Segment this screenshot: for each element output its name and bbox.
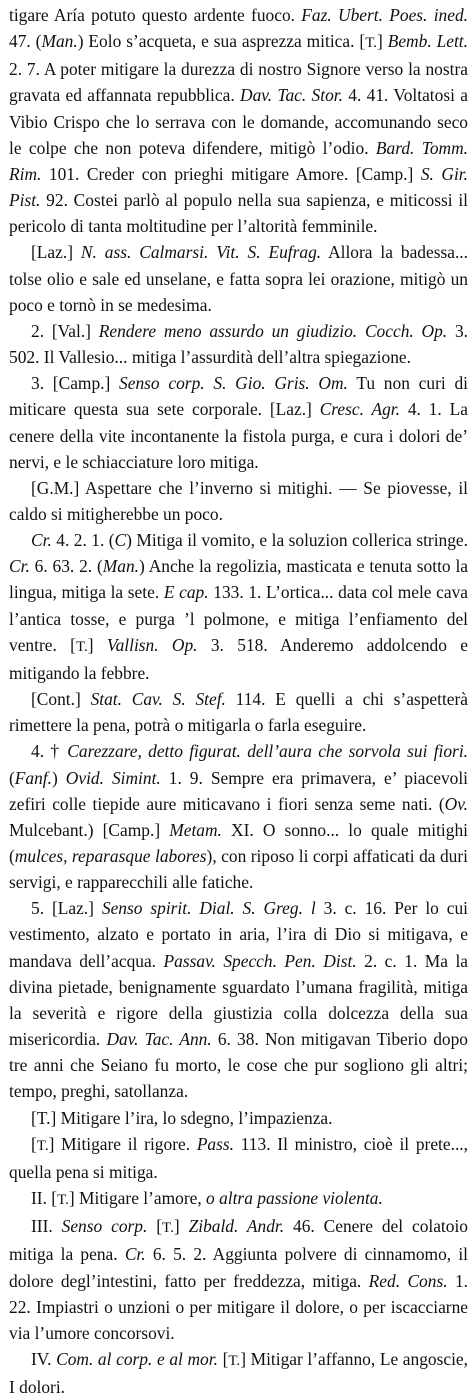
citation-text: Faz. Ubert. Poes. ined. — [301, 5, 468, 25]
citation-text: Vallisn. Op. — [106, 634, 198, 655]
citation-text: Ov. — [444, 793, 468, 814]
body-text: 6. 38. Non mitigavan Tiberio dopo tre anni che Seiano fu morto, le cose che pur sogliono gli altri; tempo, preghi, satollanza. — [9, 1029, 468, 1102]
body-text: ] — [377, 31, 388, 52]
body-text: II. [ — [31, 1188, 58, 1209]
body-text: Tu non curi di miticare questa sua sete corporale. [Laz.] — [9, 373, 468, 420]
body-text: 3. 502. Il Vallesio... mitiga l’assurdità dell’altra spiegazione. — [9, 320, 468, 368]
citation-text: E cap. — [163, 582, 209, 603]
citation-text: Cresc. Agr. — [319, 399, 400, 420]
body-text: Allora la badessa... tolse olio e sale ed unselane, e fatta sopra lei orazione, mitigò un poco e tornò in se medesima. — [9, 242, 468, 315]
abbreviation-text: T. — [162, 1220, 174, 1237]
body-text: 4. 41. Voltatosi a Vibio Crispo che lo serrava con le domande, accomunando seco le colpe che non poteva difendere, mitigò l’odio. — [9, 85, 468, 158]
body-text: 1. 9. Sempre era primavera, e’ piacevoli zefiri colle tiepide aure miticavano i fiori senza seme nati. ( — [9, 767, 468, 814]
body-text: ) Eolo s’acqueta, e sua asprezza mitica. [ — [77, 31, 366, 52]
abbreviation-text: T. — [75, 638, 88, 655]
entry-paragraph — [9, 895, 468, 1104]
citation-text: C — [114, 530, 127, 551]
citation-text: Carezzare, detto figurat. dell’aura che sorvola sui fiori. — [67, 741, 468, 762]
body-text: 1. 22. Impiastri o unzioni o per mitigare il dolore, o per iscacciarne via l’umore concorsovi. — [9, 1270, 468, 1343]
citation-text: Man. — [41, 31, 78, 52]
entry-paragraph — [9, 738, 468, 895]
abbreviation-text: T. — [365, 35, 377, 52]
citation-text: Passav. Specch. Pen. Dist. — [163, 950, 357, 971]
body-text: ] Mitigar l’affanno, Le angoscie, I dolori. — [9, 1348, 468, 1398]
body-text: ), con riposo li corpi affaticati da duri servigi, e rapparecchili alle fatiche. — [9, 846, 469, 893]
body-text: 2. c. 1. Ma la divina pietade, benignamente sguardato l’umana fragilità, mitiga la severità e rigore della giustizia colla dolcezza della sua misericordia. — [9, 950, 469, 1050]
body-text: 3. c. 16. Per lo cui vestimento, alzato e portato in aria, l’ira di Dio si mitigava, e mandava dell’acqua. — [9, 898, 469, 971]
body-text: [G.M.] Aspettare che l’inverno si mitighi. — Se piovesse, il caldo si mitigherebbe un poco. — [9, 477, 468, 524]
citation-text: o altra passione violenta. — [206, 1188, 383, 1209]
entry-paragraph — [9, 318, 468, 370]
body-text: ( — [9, 767, 15, 788]
body-text: 4. 2. 1. ( — [51, 530, 115, 551]
citation-text: S. Gir. Pist. — [9, 163, 468, 211]
citation-text: Stat. Cav. S. Stef. — [90, 689, 226, 710]
citation-text: Cr. — [9, 556, 30, 577]
entry-paragraph — [9, 1105, 468, 1131]
body-text: [Cont.] — [31, 689, 91, 710]
body-text: 6. 5. 2. Aggiunta polvere di cinnamomo, il dolore degl’intestini, fatto per freddezza, mitiga. — [9, 1244, 468, 1291]
body-text: [ — [217, 1348, 229, 1369]
body-text: 101. Creder con prieghi mitigare Amore. [Camp.] — [41, 163, 421, 184]
body-text: tigare Aría potuto questo ardente fuoco. — [9, 5, 302, 25]
body-text: ) — [52, 767, 66, 788]
citation-text: Com. al corp. e al mor. — [56, 1348, 218, 1369]
body-text: 2. [Val.] — [31, 320, 99, 341]
citation-text: mulces, reparasque labores — [14, 846, 207, 866]
entry-paragraph — [9, 1185, 468, 1213]
citation-text: Ovid. Simint. — [65, 767, 161, 788]
abbreviation-text: T. — [228, 1352, 241, 1369]
entry-paragraph — [9, 527, 468, 686]
body-text: XI. O sonno... lo quale mitighi ( — [9, 819, 468, 866]
body-text: [Laz.] — [31, 242, 81, 263]
citation-text: Rendere meno assurdo un giudizio. Cocch. Op. — [98, 320, 448, 341]
body-text: Mulcebant.) [Camp.] — [9, 819, 170, 840]
citation-text: Senso corp. — [61, 1216, 148, 1237]
body-text: 133. 1. L’ortica... data col mele cava l’antica tosse, e purga ’l polmone, e mitiga l’enfiamento del ventre. [ — [9, 582, 469, 655]
body-text: ) Mitiga il vomito, e la soluzion collerica stringe. — [126, 530, 468, 551]
citation-text: Fanf. — [14, 767, 52, 788]
citation-text: Senso corp. S. Gio. Gris. Om. — [119, 373, 348, 394]
citation-text: Cr. — [31, 530, 52, 551]
citation-text: Red. Cons. — [368, 1270, 448, 1291]
body-text: 47. ( — [9, 31, 42, 52]
citation-text: Senso spirit. Dial. S. Greg. l — [101, 898, 316, 919]
body-text: 4. † — [31, 741, 68, 762]
body-text: ] — [87, 634, 107, 655]
entry-paragraph — [9, 370, 468, 475]
citation-text: Metam. — [169, 819, 222, 840]
body-text: 3. [Camp.] — [31, 373, 120, 394]
body-text: 5. [Laz.] — [31, 898, 102, 919]
citation-text: N. ass. Calmarsi. Vit. S. Eufrag. — [80, 242, 322, 263]
body-text: 6. 63. 2. ( — [29, 556, 103, 577]
citation-text: Zibald. Andr. — [188, 1216, 285, 1237]
citation-text: Dav. Tac. Stor. — [240, 85, 343, 106]
citation-text: Dav. Tac. Ann. — [106, 1029, 212, 1050]
body-text: ] Mitigare l’amore, — [68, 1188, 207, 1209]
body-text: 92. Costei parlò al populo nella sua sapienza, e miticossi il pericolo di tanta moltitudine per l’altorità femminile. — [9, 190, 468, 237]
body-text: 2. 7. A poter mitigare la durezza di nostro Signore verso la nostra gravata ed affannata repubblica. — [9, 59, 468, 106]
abbreviation-text: T. — [36, 1137, 49, 1154]
citation-text: Pass. — [196, 1133, 235, 1154]
entry-paragraph — [9, 239, 468, 317]
entry-paragraph — [9, 686, 468, 738]
body-text: 46. Cenere del colatoio mitiga la pena. — [9, 1216, 468, 1265]
body-text: 4. 1. La cenere della vite incontanente la fistola purga, e cura i dolori de’ nervi, e le schiacciature loro mitiga. — [9, 399, 468, 472]
body-text: 3. 518. Anderemo addolcendo e mitigando la febbre. — [9, 634, 468, 683]
entry-paragraph — [9, 1346, 468, 1400]
body-text: ] — [173, 1216, 189, 1237]
body-text: ] Mitigare il rigore. — [48, 1133, 197, 1154]
body-text: ) Anche la regolizia, masticata e tenuta sotto la lingua, mitiga la sete. — [9, 556, 468, 603]
body-text: 114. E quelli a chi s’aspetterà rimettere la pena, potrà o mitigarla o farla eseguire. — [9, 689, 468, 736]
body-text: [T.] Mitigare l’ira, lo sdegno, l’impazienza. — [31, 1107, 333, 1128]
entry-paragraph — [9, 475, 468, 527]
body-text: [ — [31, 1133, 37, 1154]
body-text: IV. — [31, 1348, 57, 1369]
citation-text: Man. — [102, 556, 140, 577]
citation-text: Cr. — [124, 1244, 146, 1265]
entry-paragraph — [9, 1131, 468, 1185]
abbreviation-text: T. — [57, 1192, 69, 1209]
body-text: 113. Il ministro, cioè il prete..., quella pena si mitiga. — [9, 1133, 468, 1182]
entry-paragraph — [9, 1213, 468, 1346]
citation-text: Bard. Tomm. Rim. — [9, 137, 468, 184]
body-text: III. — [31, 1216, 62, 1237]
body-text: [ — [147, 1216, 163, 1237]
citation-text: Bemb. Lett. — [387, 31, 468, 52]
entry-paragraph — [9, 2, 468, 239]
